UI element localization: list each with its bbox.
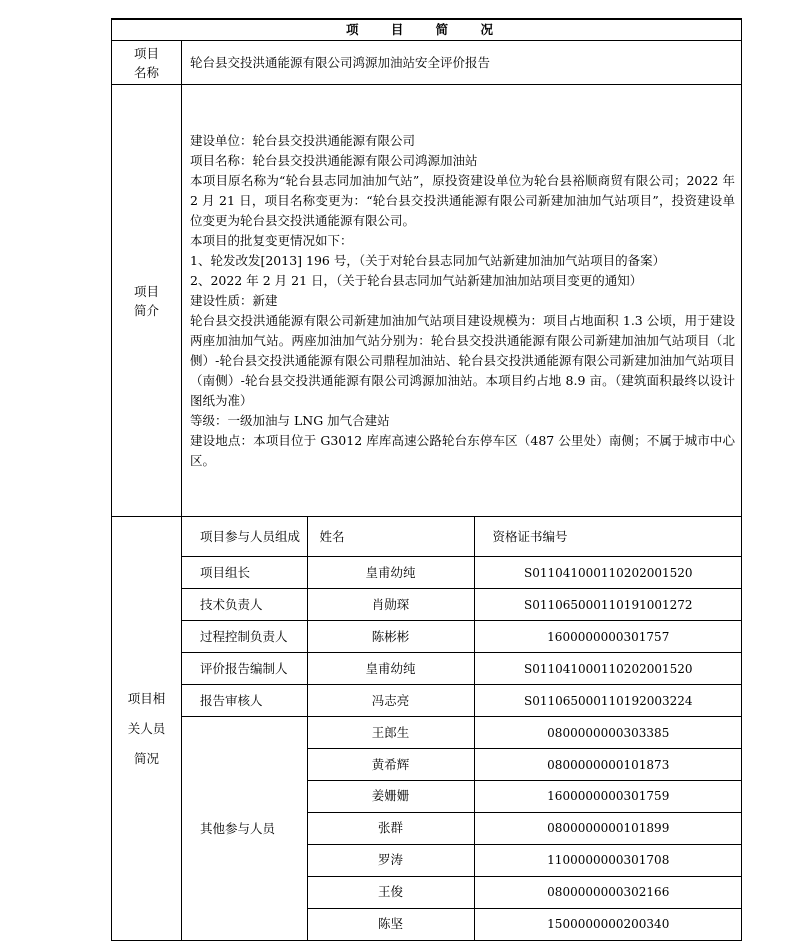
role-cell: 技术负责人	[182, 589, 307, 621]
role-cell: 项目组长	[182, 557, 307, 589]
intro-line: 1、轮发改发[2013] 196 号，（关于对轮台县志同加气站新建加油加气站项目的备案）	[190, 252, 666, 268]
name-cell: 冯志亮	[307, 685, 474, 717]
section-title: 项 目 简 况	[112, 19, 742, 41]
cert-cell: S011041000110202001520	[474, 653, 742, 685]
name-cell: 张群	[307, 812, 474, 844]
name-cell: 罗涛	[307, 844, 474, 876]
cert-cell: 0800000000101873	[474, 749, 742, 781]
cert-cell: 1500000000200340	[474, 908, 742, 940]
role-cell: 过程控制负责人	[182, 621, 307, 653]
intro-line: 项目名称：轮台县交投洪通能源有限公司鸿源加油站	[190, 152, 478, 168]
name-cell: 黄希辉	[307, 749, 474, 781]
personnel-label-line: 简况	[133, 750, 159, 766]
table-row	[182, 685, 742, 717]
cert-cell: S011065000110191001272	[474, 589, 742, 621]
header-role: 项目参与人员组成	[182, 517, 307, 557]
name-cell: 姜姗姗	[307, 781, 474, 813]
other-participants-label: 其他参与人员	[182, 717, 307, 940]
cert-cell: S011065000110192003224	[474, 685, 742, 717]
project-overview-table	[111, 18, 742, 941]
cert-cell: 0800000000302166	[474, 876, 742, 908]
personnel-label-line: 项目相	[127, 690, 166, 706]
name-cell: 陈彬彬	[307, 621, 474, 653]
project-intro-body	[182, 85, 742, 517]
header-name: 姓名	[307, 517, 474, 557]
table-row	[182, 557, 742, 589]
cert-cell: 1600000000301757	[474, 621, 742, 653]
personnel-label-line: 关人员	[127, 720, 166, 736]
table-row	[182, 621, 742, 653]
table-row	[182, 589, 742, 621]
personnel-table	[182, 517, 742, 940]
intro-line: 建设地点：本项目位于 G3012 库库高速公路轮台东停车区（487 公里处）南侧；不属于城市中心区。	[190, 432, 735, 468]
intro-line: 本项目原名称为“轮台县志同加油加气站”，原投资建设单位为轮台县裕顺商贸有限公司；2022 年 2 月 21 日，项目名称变更为：“轮台县交投洪通能源有限公司新建加油加气站项目”，投资建设单位变更为轮台县交投洪通能源有限公司。	[190, 172, 735, 228]
name-cell: 皇甫幼纯	[307, 557, 474, 589]
intro-line: 建设性质：新建	[190, 292, 278, 308]
cert-cell: S011041000110202001520	[474, 557, 742, 589]
name-cell: 陈坚	[307, 908, 474, 940]
role-cell: 报告审核人	[182, 685, 307, 717]
intro-line: 等级：一级加油与 LNG 加气合建站	[190, 412, 390, 428]
intro-line: 建设单位：轮台县交投洪通能源有限公司	[190, 132, 416, 148]
cert-cell: 1100000000301708	[474, 844, 742, 876]
header-cert: 资格证书编号	[474, 517, 742, 557]
name-cell: 皇甫幼纯	[307, 653, 474, 685]
cert-cell: 0800000000101899	[474, 812, 742, 844]
cert-cell: 0800000000303385	[474, 717, 742, 749]
project-intro-label	[112, 85, 182, 517]
project-intro-label-line: 简介	[133, 302, 159, 318]
role-cell: 评价报告编制人	[182, 653, 307, 685]
intro-line: 轮台县交投洪通能源有限公司新建加油加气站项目建设规模为：项目占地面积 1.3 公顷，用于建设两座加油加气站。两座加油加气站分别为：轮台县交投洪通能源有限公司新建加油加气站项目（北侧）-轮台县交投洪通能源有限公司鼎程加油站、轮台县交投洪通能源有限公司新建加油加气站项目（南侧）-轮台县交投洪通能源有限公司鸿源加油站。本项目约占地 8.9 亩。（建筑面积最终以设计图纸为准）	[190, 312, 735, 408]
project-name-label	[112, 41, 182, 85]
project-name-label-line: 项目	[133, 45, 159, 61]
project-name-value: 轮台县交投洪通能源有限公司鸿源加油站安全评价报告	[182, 41, 742, 85]
name-cell: 王俊	[307, 876, 474, 908]
name-cell: 肖勋琛	[307, 589, 474, 621]
intro-line: 2、2022 年 2 月 21 日，（关于轮台县志同加气站新建加油加站项目变更的通知）	[190, 272, 643, 288]
personnel-table-cell	[182, 517, 742, 941]
table-row	[182, 717, 742, 749]
name-cell: 王郎生	[307, 717, 474, 749]
personnel-label	[112, 517, 182, 941]
project-name-label-line: 名称	[133, 64, 159, 80]
project-intro-label-line: 项目	[133, 283, 159, 299]
cert-cell: 1600000000301759	[474, 781, 742, 813]
intro-line: 本项目的批复变更情况如下：	[190, 232, 353, 248]
table-row	[182, 653, 742, 685]
